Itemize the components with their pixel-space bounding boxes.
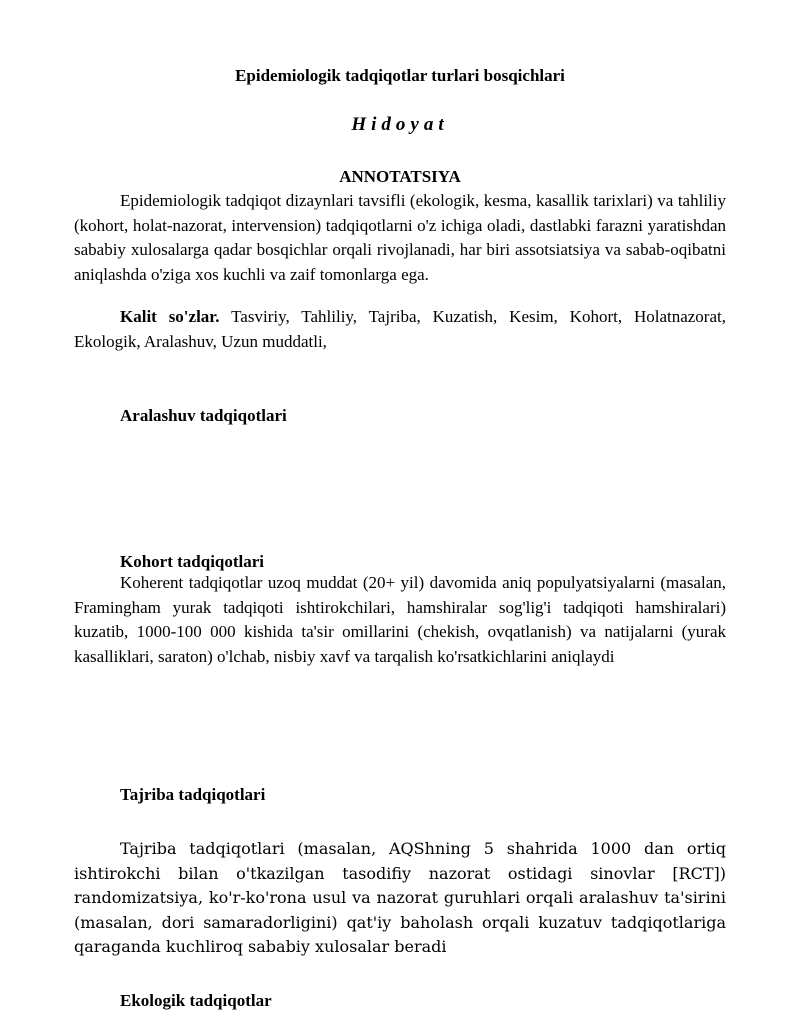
section-paragraph-kohort — [74, 571, 726, 669]
keywords-label: Kalit so'zlar. — [120, 307, 220, 326]
section-text-kohort: Koherent tadqiqotlar uzoq muddat (20+ yil) davomida aniq populyatsiyalarni (masalan, Framingham yurak tadqiqoti ishtirokchilari, hamshiralar sog'lig'i tadqiqoti hamshiralari) kuzatib, 1000-100 000 kishida ta'sir omillarini (chekish, ovqatlanish) va natijalarni (yurak kasalliklari, saraton) o'lchab, nisbiy xavf va tarqalish ko'rsatkichlarini aniqlaydi — [74, 573, 726, 666]
section-heading-ekologik: Ekologik tadqiqotlar — [120, 991, 272, 1010]
section-heading-kohort: Kohort tadqiqotlari — [120, 552, 265, 571]
document-title: Epidemiologik tadqiqotlar turlari bosqichlari — [235, 66, 565, 85]
section-text-tajriba: Tajriba tadqiqotlari (masalan, AQShning 5 shahrida 1000 dan ortiq ishtirokchi bilan o'tkazilgan tasodifiy nazorat ostidagi sinovlar [RCT]) randomizatsiya, ko'r-ko'rona usul va nazorat guruhlari orqali aralashuv ta'sirini (masalan, dori samaradorligini) qat'iy baholash orqali kuzatuv tadqiqotlariga qaraganda kuchliroq sababiy xulosalar beradi — [74, 839, 726, 956]
section-heading-aralashuv: Aralashuv tadqiqotlari — [120, 406, 287, 425]
annotation-heading: ANNOTATSIYA — [339, 167, 461, 186]
section-paragraph-tajriba — [74, 837, 726, 960]
keywords-paragraph — [74, 305, 726, 354]
keywords-text: Tasviriy, Tahliliy, Tajriba, Kuzatish, Kesim, Kohort, Holatnazorat, Ekologik, Aralashuv, Uzun muddatli, — [74, 307, 726, 351]
annotation-text: Epidemiologik tadqiqot dizaynlari tavsifli (ekologik, kesma, kasallik tarixlari) va tahliliy (kohort, holat-nazorat, intervension) tadqiqotlarni o'z ichiga oladi, dastlabki farazni yaratishdan sababiy xulosalarga qadar bosqichlar orqali rivojlanadi, har biri assotsiatsiya va sabab-oqibatni aniqlashda o'ziga xos kuchli va zaif tomonlarga ega. — [74, 191, 726, 284]
section-heading-tajriba: Tajriba tadqiqotlari — [120, 785, 266, 804]
author-name: Hidoyat — [351, 114, 449, 135]
annotation-paragraph — [74, 189, 726, 287]
